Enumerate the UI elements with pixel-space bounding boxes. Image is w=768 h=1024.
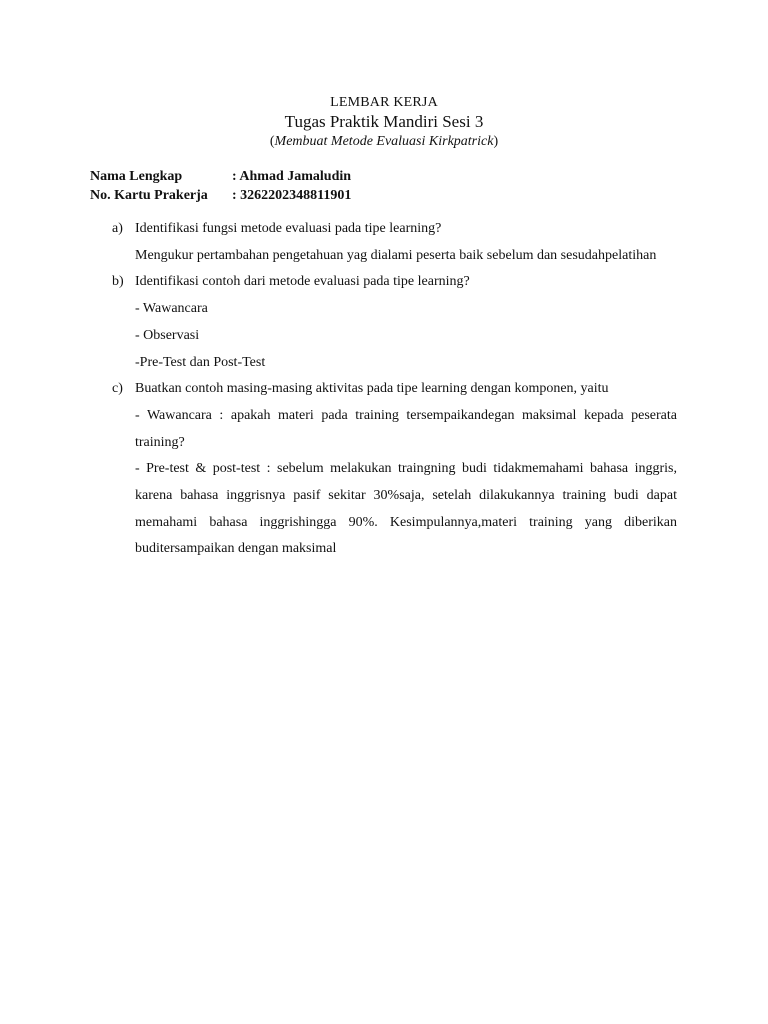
card-label: No. Kartu Prakerja: [90, 188, 208, 203]
name-row: [90, 167, 351, 186]
question-list: [112, 216, 677, 563]
question-text: Buatkan contoh masing-masing aktivitas pada tipe learning dengan komponen, yaitu: [135, 381, 609, 397]
question-marker: c): [112, 381, 123, 397]
question-marker: b): [112, 274, 124, 290]
name-value: : Ahmad Jamaludin: [232, 169, 352, 184]
question-body: [135, 216, 677, 269]
question-body: [135, 376, 677, 563]
answer-text: - Observasi: [135, 327, 200, 343]
document-label: LEMBAR KERJA: [330, 95, 438, 110]
question-marker: a): [112, 221, 123, 236]
answer-text: -Pre-Test dan Post-Test: [135, 354, 266, 370]
question-item-b: [112, 269, 677, 376]
question-item-c: [112, 376, 677, 563]
identity-block: [90, 167, 351, 205]
document-title: Tugas Praktik Mandiri Sesi 3: [284, 112, 484, 131]
question-text: Identifikasi contoh dari metode evaluasi pada tipe learning?: [135, 274, 470, 290]
question-body: [135, 269, 677, 376]
title-block: [0, 94, 768, 152]
question-item-a: [112, 216, 677, 269]
answer-text: Mengukur pertambahan pengetahuan yag dialami peserta baik sebelum dan sesudahpelatihan: [135, 247, 657, 263]
question-text: Identifikasi fungsi metode evaluasi pada tipe learning?: [135, 221, 442, 236]
subtitle-text: Membuat Metode Evaluasi Kirkpatrick: [274, 134, 494, 149]
answer-text: - Pre-test & post-test : sebelum melakukan traingning budi tidakmemahami bahasa inggris, karena bahasa inggrisnya pasif sekitar 30%saja, setelah dilakukannya training budi dapat memahami bahasa inggrishingga 90%. Kesimpulannya,materi training yang diberikan buditersampaikan dengan maksimal: [135, 461, 677, 557]
subtitle-open-paren: (: [269, 134, 275, 149]
card-row: [90, 186, 351, 205]
answer-text: - Wawancara : apakah materi pada training tersempaikandegan maksimal kepada peserata training?: [135, 407, 677, 450]
card-value: : 3262202348811901: [232, 188, 352, 203]
answer-text: - Wawancara: [135, 301, 208, 317]
subtitle-close-paren: ): [493, 134, 499, 149]
document-subtitle: [0, 132, 768, 152]
name-label: Nama Lengkap: [90, 169, 183, 184]
